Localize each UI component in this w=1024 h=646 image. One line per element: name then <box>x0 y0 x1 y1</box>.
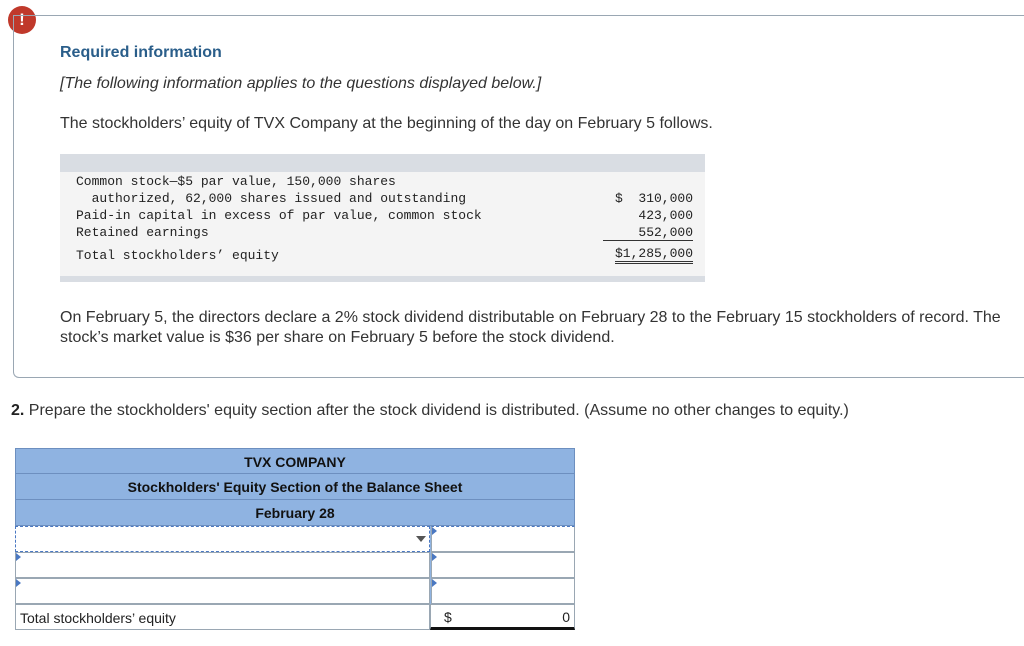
company-name: TVX COMPANY <box>15 448 575 474</box>
dividend-description: On February 5, the directors declare a 2% stock dividend distributable on February 28 to the February 15 stockholders of record. The stock’s market value is $36 per share on February 5 before the stock dividend. <box>60 309 1001 346</box>
table-row-value: 423,000 <box>638 208 693 223</box>
total-value-cell <box>430 604 575 630</box>
account-select[interactable] <box>15 526 430 552</box>
answer-row <box>15 578 575 604</box>
amount-input[interactable] <box>431 552 575 578</box>
currency-symbol: $ <box>444 609 452 625</box>
table-row-label: Retained earnings <box>76 225 209 240</box>
total-row <box>15 604 575 630</box>
table-row-value: $ 310,000 <box>614 191 693 206</box>
input-flag-icon <box>16 553 21 561</box>
account-select[interactable] <box>15 552 430 578</box>
beginning-equity-table <box>60 154 705 282</box>
table-row-value: 552,000 <box>603 225 693 241</box>
table-row-label: Paid-in capital in excess of par value, common stock <box>76 208 482 223</box>
amount-input[interactable] <box>431 578 575 604</box>
input-flag-icon <box>432 579 437 587</box>
chevron-down-icon[interactable] <box>416 536 426 542</box>
table-top-bar <box>60 154 705 172</box>
input-flag-icon <box>16 579 21 587</box>
statement-date: February 28 <box>15 500 575 526</box>
answer-row <box>15 526 575 552</box>
question-2 <box>11 402 849 420</box>
table-total-label: Total stockholders’ equity <box>76 248 279 263</box>
question-text: Prepare the stockholders' equity section after the stock dividend is distributed. (Assume no other changes to equity.) <box>28 402 849 419</box>
statement-title: Stockholders' Equity Section of the Balance Sheet <box>15 474 575 500</box>
question-number: 2. <box>11 402 25 419</box>
info-note: [The following information applies to the questions displayed below.] <box>60 75 542 92</box>
input-flag-icon <box>432 527 437 535</box>
intro-text: The stockholders’ equity of TVX Company at the beginning of the day on February 5 follows. <box>60 115 713 132</box>
table-total-value: $1,285,000 <box>615 246 693 264</box>
table-bottom-bar <box>60 276 705 282</box>
table-body <box>60 172 705 276</box>
total-value: 0 <box>562 609 570 625</box>
required-info-title: Required information <box>60 44 222 61</box>
alert-icon: ! <box>8 6 36 34</box>
account-select[interactable] <box>15 578 430 604</box>
answer-table <box>15 448 575 630</box>
input-flag-icon <box>432 553 437 561</box>
table-row-label: Common stock—$5 par value, 150,000 shares <box>76 174 396 189</box>
table-row-label: authorized, 62,000 shares issued and outstanding <box>76 191 467 206</box>
total-label: Total stockholders’ equity <box>15 604 430 630</box>
answer-row <box>15 552 575 578</box>
amount-input[interactable] <box>431 526 575 552</box>
